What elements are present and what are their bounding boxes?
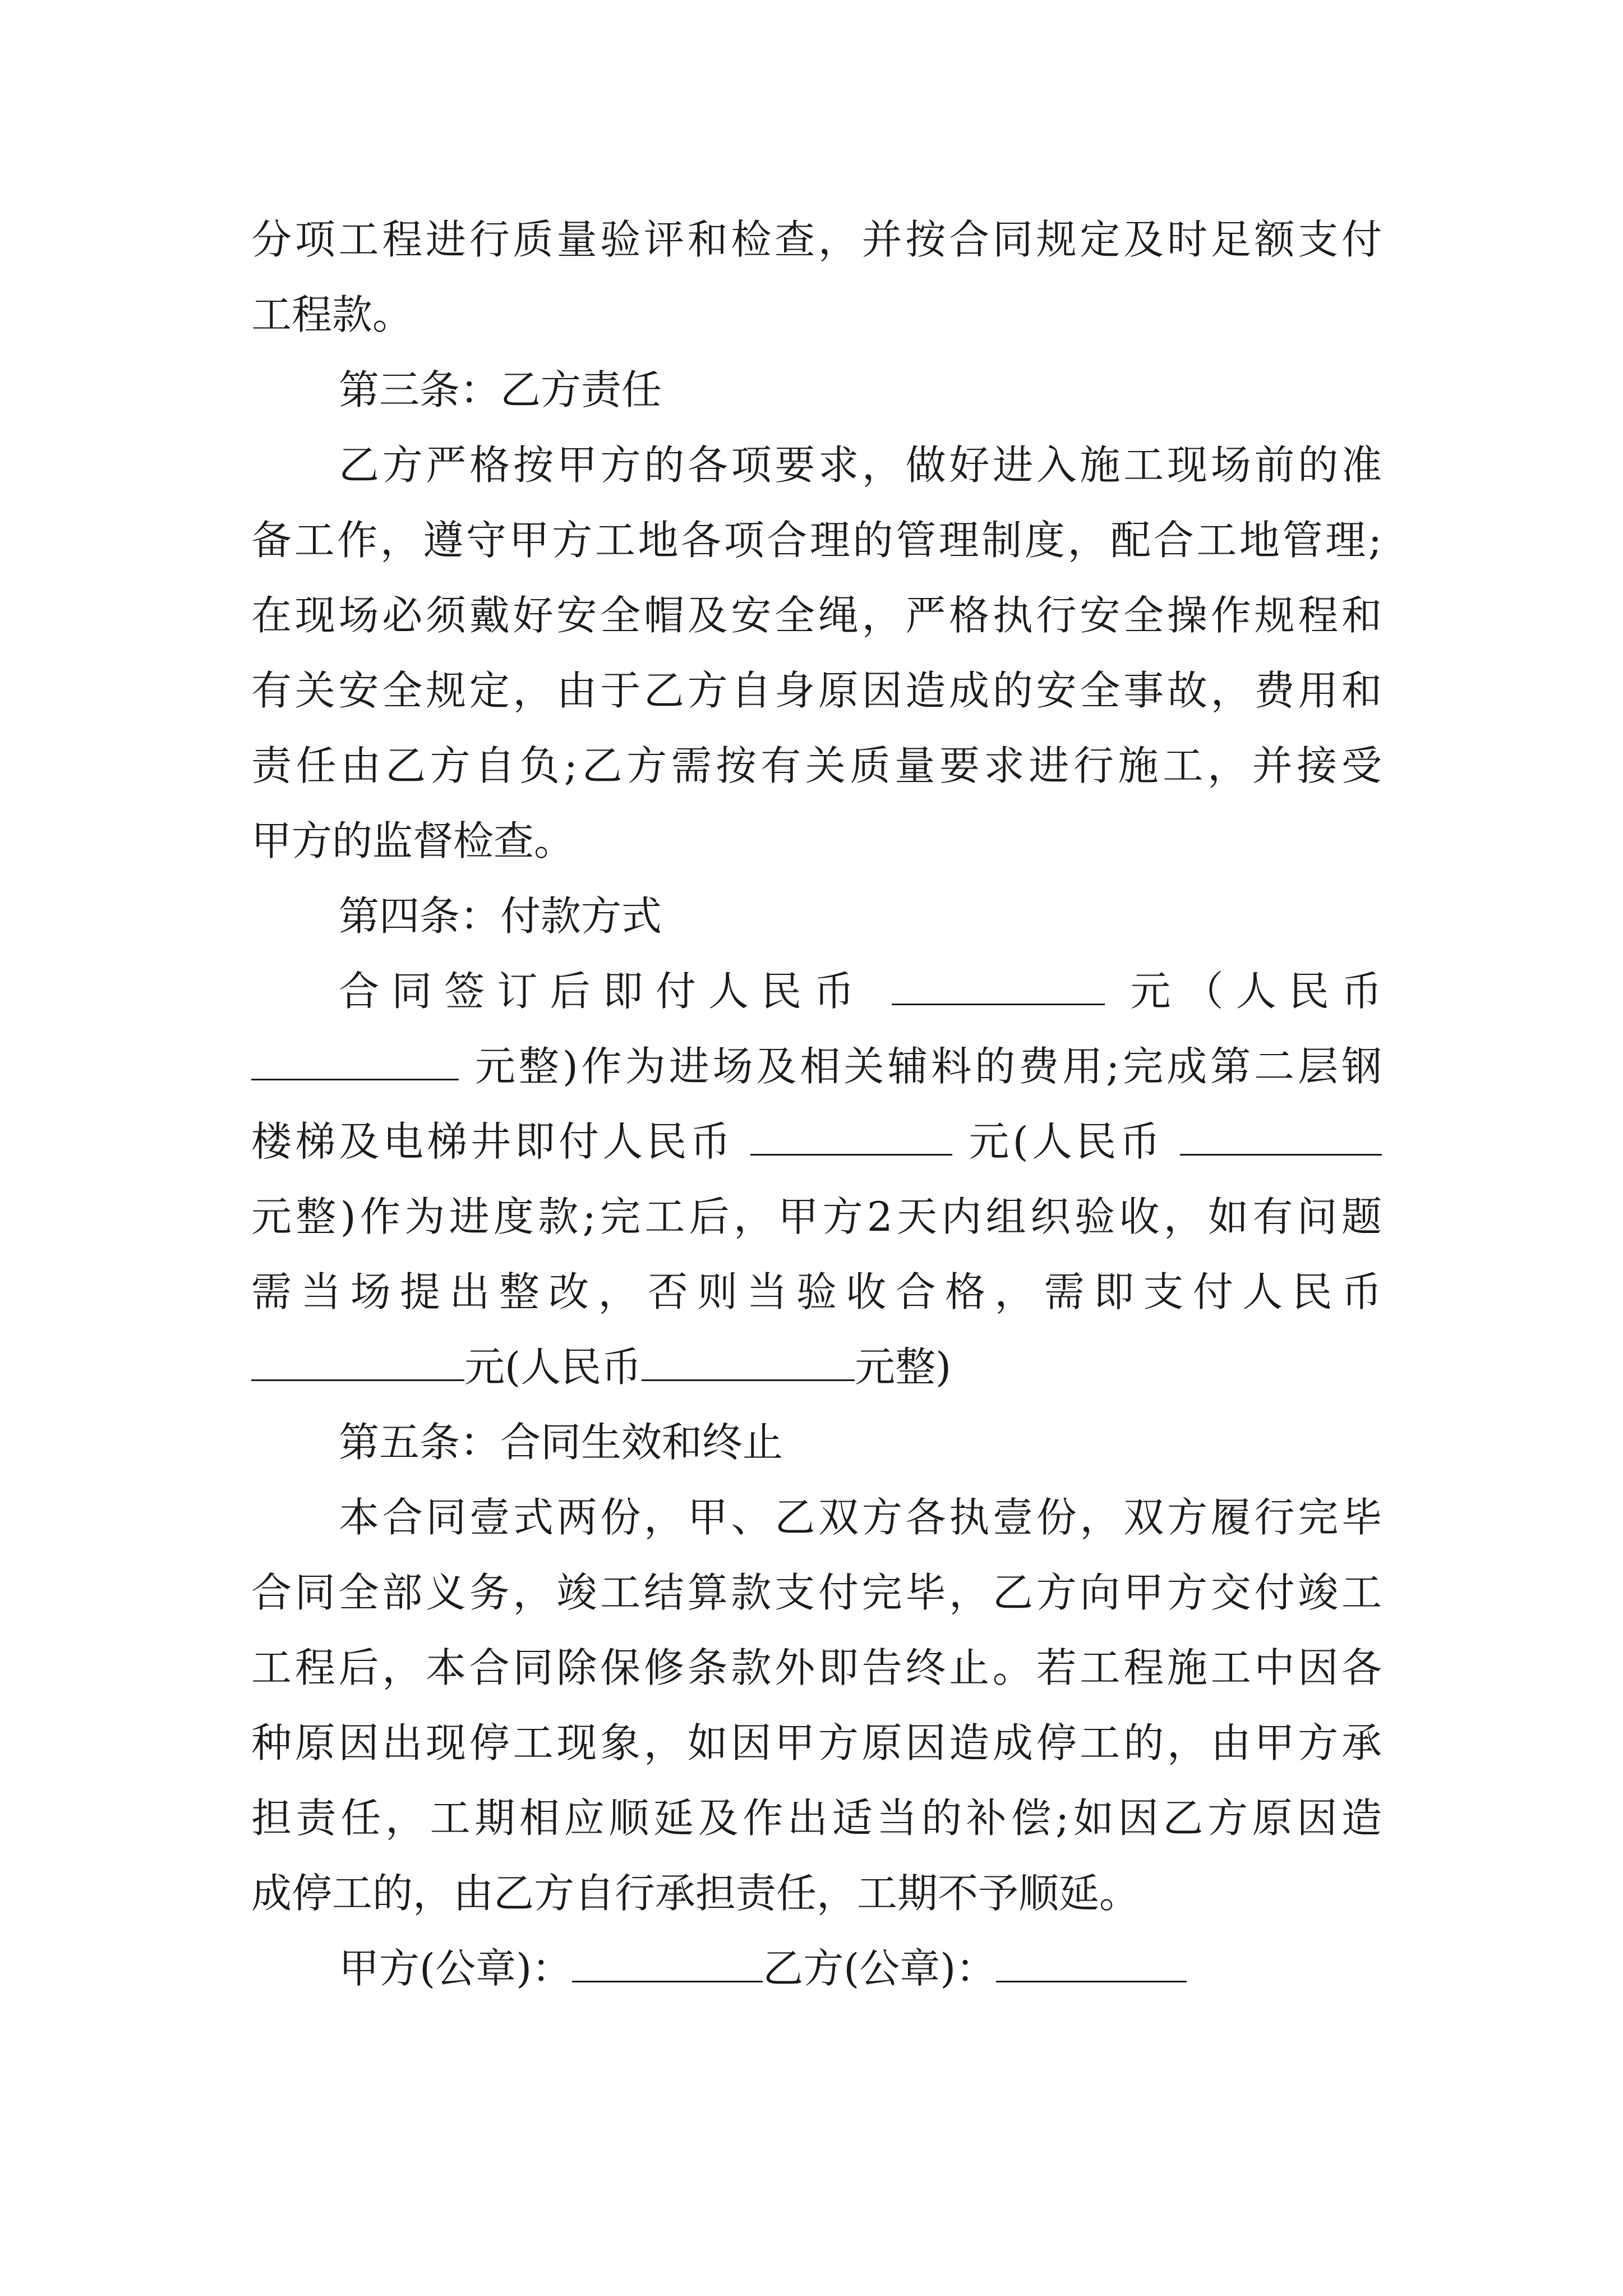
body-line: 本合同壹式两份，甲、乙双方各执壹份，双方履行完毕 [339,1494,1382,1541]
party-b-seal-blank [996,1937,1187,1982]
body-line: 元整)作为进度款;完工后，甲方2天内组织验收，如有问题 [251,1193,1382,1240]
party-b-label: 乙方(公章)： [763,1945,997,1992]
contract-page [251,202,1382,2006]
body-line: 甲方的监督检查。 [251,817,575,864]
payment-text: 元(人民币 [464,1343,642,1391]
body-line: 合同全部义务，竣工结算款支付完毕，乙方向甲方交付竣工 [251,1569,1382,1616]
payment-line [251,954,1382,1029]
amount-blank [1180,1110,1382,1156]
article-5-title: 第五条：合同生效和终止 [339,1419,783,1466]
payment-text: 元（人民币 [1130,968,1382,1015]
body-line: 工程款。 [251,291,413,338]
payment-text: 元(人民币 [969,1118,1164,1165]
body-line: 工程后，本合同除保修条款外即告终止。若工程施工中因各 [251,1644,1382,1691]
amount-blank [251,1035,459,1080]
payment-line [251,1329,1382,1405]
body-line: 责任由乙方自负;乙方需按有关质量要求进行施工，并接受 [251,742,1382,789]
body-line: 乙方严格按甲方的各项要求，做好进入施工现场前的准 [339,441,1382,489]
payment-text: 合同签订后即付人民币 [339,968,867,1015]
signature-line [251,1931,1382,2006]
body-line: 担责任，工期相应顺延及作出适当的补偿;如因乙方原因造 [251,1795,1382,1842]
article-4-title: 第四条：付款方式 [339,892,662,940]
article-3-title: 第三条：乙方责任 [339,366,662,413]
payment-text: 元整)作为进场及相关辅料的费用;完成第二层钢 [474,1043,1382,1090]
payment-text: 元整) [855,1343,952,1391]
body-line: 需当场提出整改，否则当验收合格，需即支付人民币 [251,1268,1382,1315]
body-line: 在现场必须戴好安全帽及安全绳，严格执行安全操作规程和 [251,592,1382,639]
body-line: 有关安全规定，由于乙方自身原因造成的安全事故，费用和 [251,667,1382,714]
payment-text: 楼梯及电梯井即付人民币 [251,1118,735,1165]
amount-blank [892,960,1105,1005]
payment-line [251,1104,1382,1179]
party-a-label: 甲方(公章)： [339,1945,573,1992]
amount-blank [642,1336,855,1381]
body-line: 分项工程进行质量验评和检查，并按合同规定及时足额支付 [251,216,1382,263]
body-line: 种原因出现停工现象，如因甲方原因造成停工的，由甲方承 [251,1719,1382,1766]
amount-blank [251,1336,464,1381]
party-a-seal-blank [572,1937,763,1982]
body-line: 成停工的，由乙方自行承担责任，工期不予顺延。 [251,1870,1140,1917]
body-line: 备工作，遵守甲方工地各项合理的管理制度，配合工地管理; [251,517,1382,564]
payment-line [251,1029,1382,1104]
amount-blank [750,1110,952,1156]
